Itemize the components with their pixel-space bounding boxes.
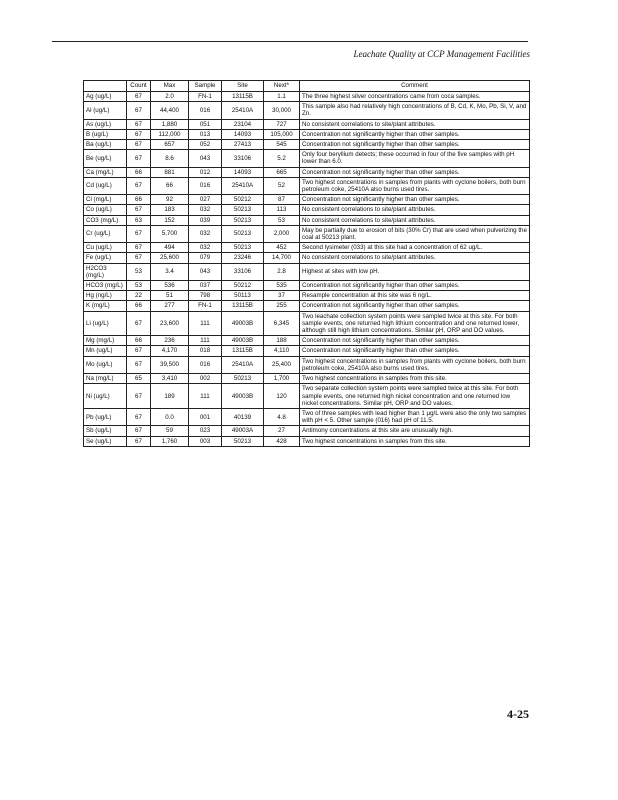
column-header: Count [127,81,151,92]
site-cell: 50213 [222,436,264,446]
site-cell: 13115B [222,301,264,311]
count-cell: 67 [127,243,151,253]
site-cell: 50213 [222,205,264,215]
table-row [84,291,530,301]
param-cell: Cr (ug/L) [84,225,127,242]
table-row [84,215,530,225]
max-cell: 2.0 [151,92,189,102]
next-cell: 428 [264,436,300,446]
sample-cell: 023 [189,426,222,436]
table-row [84,253,530,263]
comment-cell: This sample also had relatively high concentrations of B, Cd, K, Mo, Pb, Si, V, and Zn. [300,102,530,119]
next-cell: 113 [264,205,300,215]
max-cell: 0.0 [151,408,189,425]
next-cell: 120 [264,384,300,409]
sample-cell: 111 [189,311,222,336]
sample-cell: 111 [189,336,222,346]
sample-cell: 039 [189,215,222,225]
sample-cell: FN-1 [189,301,222,311]
site-cell: 27413 [222,140,264,150]
sample-cell: 111 [189,384,222,409]
sample-cell: 003 [189,436,222,446]
count-cell: 67 [127,119,151,129]
count-cell: 67 [127,384,151,409]
param-cell: Ca (mg/L) [84,167,127,177]
comment-cell: Concentration not significantly higher than other samples. [300,167,530,177]
count-cell: 67 [127,426,151,436]
param-cell: Co (ug/L) [84,205,127,215]
table-row [84,301,530,311]
table-row [84,374,530,384]
next-cell: 5.2 [264,150,300,167]
next-cell: 4.8 [264,408,300,425]
comment-cell: Two highest concentrations in samples from this site. [300,436,530,446]
count-cell: 63 [127,215,151,225]
param-cell: Mn (ug/L) [84,346,127,356]
comment-cell: Second lysimeter (033) at this site had a concentration of 62 ug/L. [300,243,530,253]
sample-cell: 043 [189,263,222,280]
sample-cell: 018 [189,346,222,356]
comment-cell: May be partially due to erosion of bits (30% Cr) that are used when pulverizing the coal at 50213 plant. [300,225,530,242]
comment-cell: Concentration not significantly higher than other samples. [300,301,530,311]
param-cell: HCO3 (mg/L) [84,281,127,291]
max-cell: 881 [151,167,189,177]
max-cell: 494 [151,243,189,253]
max-cell: 277 [151,301,189,311]
table-row [84,102,530,119]
table-row [84,129,530,139]
param-cell: Ni (ug/L) [84,384,127,409]
comment-cell: No consistent correlations to site/plant attributes. [300,119,530,129]
site-cell: 25410A [222,177,264,194]
comment-cell: Concentration not significantly higher than other samples. [300,336,530,346]
table-row [84,140,530,150]
comment-cell: Concentration not significantly higher than other samples. [300,195,530,205]
max-cell: 51 [151,291,189,301]
table-row [84,263,530,280]
column-header: Max [151,81,189,92]
site-cell: 50213 [222,374,264,384]
max-cell: 1,760 [151,436,189,446]
next-cell: 6,345 [264,311,300,336]
sample-cell: 013 [189,129,222,139]
table-row [84,167,530,177]
count-cell: 65 [127,374,151,384]
param-cell: Na (mg/L) [84,374,127,384]
site-cell: 49003B [222,311,264,336]
column-header: Comment [300,81,530,92]
next-cell: 727 [264,119,300,129]
count-cell: 67 [127,408,151,425]
sample-cell: 037 [189,281,222,291]
next-cell: 30,000 [264,102,300,119]
param-cell: As (ug/L) [84,119,127,129]
param-cell: K (mg/L) [84,301,127,311]
table-row [84,384,530,409]
comment-cell: Concentration not significantly higher than other samples. [300,140,530,150]
site-cell: 14093 [222,129,264,139]
sample-cell: 052 [189,140,222,150]
max-cell: 59 [151,426,189,436]
comment-cell: Two separate collection system points were sampled twice at this site. For both sample events, one returned high nickel concentration and one returned low nickel concentrations. Similar pH, ORP and DO values. [300,384,530,409]
next-cell: 452 [264,243,300,253]
param-cell: Ba (ug/L) [84,140,127,150]
table-row [84,336,530,346]
count-cell: 67 [127,92,151,102]
comment-cell: No consistent correlations to site/plant attributes. [300,205,530,215]
site-cell: 13115B [222,92,264,102]
site-cell: 13115B [222,346,264,356]
sample-cell: 012 [189,167,222,177]
leachate-table-container [83,80,529,447]
table-row [84,205,530,215]
page-number: 4-25 [507,707,529,721]
site-cell: 50213 [222,243,264,253]
sample-cell: 043 [189,150,222,167]
next-cell: 37 [264,291,300,301]
count-cell: 67 [127,177,151,194]
param-cell: Hg (ng/L) [84,291,127,301]
max-cell: 112,000 [151,129,189,139]
comment-cell: Antimony concentrations at this site are unusually high. [300,426,530,436]
site-cell: 49003B [222,384,264,409]
max-cell: 92 [151,195,189,205]
site-cell: 40139 [222,408,264,425]
site-cell: 50113 [222,291,264,301]
comment-cell: Two highest concentrations in samples from this site. [300,374,530,384]
param-cell: Mo (ug/L) [84,356,127,373]
next-cell: 545 [264,140,300,150]
comment-cell: Concentration not significantly higher than other samples. [300,129,530,139]
max-cell: 3.4 [151,263,189,280]
count-cell: 67 [127,129,151,139]
count-cell: 67 [127,150,151,167]
next-cell: 1,700 [264,374,300,384]
comment-cell: The three highest silver concentrations came from coca samples. [300,92,530,102]
sample-cell: 002 [189,374,222,384]
param-cell: Sb (ug/L) [84,426,127,436]
count-cell: 53 [127,281,151,291]
comment-cell: Concentration not significantly higher than other samples. [300,281,530,291]
sample-cell: 001 [189,408,222,425]
count-cell: 53 [127,263,151,280]
max-cell: 189 [151,384,189,409]
param-cell: B (ug/L) [84,129,127,139]
table-body [84,92,530,447]
sample-cell: 051 [189,119,222,129]
next-cell: 53 [264,215,300,225]
comment-cell: No consistent correlations to site/plant attributes. [300,215,530,225]
sample-cell: 027 [189,195,222,205]
comment-cell: Two leachate collection system points were sampled twice at this site. For both sample events, one returned high lithium concentration and one returned lower, although still high lithium concentrations. Similar pH, ORP and DO values. [300,311,530,336]
max-cell: 536 [151,281,189,291]
table-header-row [84,81,530,92]
param-cell: Cd (ug/L) [84,177,127,194]
count-cell: 67 [127,102,151,119]
table-row [84,243,530,253]
max-cell: 5,700 [151,225,189,242]
max-cell: 66 [151,177,189,194]
next-cell: 255 [264,301,300,311]
next-cell: 188 [264,336,300,346]
site-cell: 33106 [222,263,264,280]
next-cell: 14,700 [264,253,300,263]
site-cell: 23246 [222,253,264,263]
param-cell: Mg (mg/L) [84,336,127,346]
comment-cell: No consistent correlations to site/plant attributes. [300,253,530,263]
count-cell: 66 [127,195,151,205]
sample-cell: 079 [189,253,222,263]
max-cell: 39,500 [151,356,189,373]
page-header-title: Leachate Quality at CCP Management Facilities [353,49,530,59]
comment-cell: Resample concentration at this site was 6 ng/L. [300,291,530,301]
sample-cell: 016 [189,356,222,373]
param-cell: Li (ug/L) [84,311,127,336]
table-row [84,225,530,242]
column-header: Site [222,81,264,92]
count-cell: 66 [127,301,151,311]
table-row [84,92,530,102]
next-cell: 535 [264,281,300,291]
count-cell: 67 [127,346,151,356]
max-cell: 183 [151,205,189,215]
param-cell: Al (ug/L) [84,102,127,119]
next-cell: 2.8 [264,263,300,280]
column-header: Next* [264,81,300,92]
site-cell: 50213 [222,215,264,225]
table-row [84,426,530,436]
next-cell: 105,000 [264,129,300,139]
site-cell: 25410A [222,102,264,119]
count-cell: 67 [127,356,151,373]
sample-cell: 016 [189,177,222,194]
next-cell: 27 [264,426,300,436]
count-cell: 67 [127,253,151,263]
max-cell: 1,880 [151,119,189,129]
site-cell: 14093 [222,167,264,177]
max-cell: 4,170 [151,346,189,356]
sample-cell: 032 [189,205,222,215]
sample-cell: 032 [189,243,222,253]
count-cell: 67 [127,225,151,242]
max-cell: 236 [151,336,189,346]
param-cell: Ag (ug/L) [84,92,127,102]
table-row [84,346,530,356]
comment-cell: Highest at sites with low pH. [300,263,530,280]
count-cell: 67 [127,140,151,150]
max-cell: 25,600 [151,253,189,263]
site-cell: 25410A [222,356,264,373]
param-cell: Cu (ug/L) [84,243,127,253]
param-cell: Pb (ug/L) [84,408,127,425]
table-row [84,408,530,425]
comment-cell: Two of three samples with lead higher than 1 µg/L were also the only two samples with pH < 5. Other sample (016) had pH of 11.5. [300,408,530,425]
param-cell: Cl (mg/L) [84,195,127,205]
max-cell: 23,600 [151,311,189,336]
next-cell: 665 [264,167,300,177]
comment-cell: Concentration not significantly higher than other samples. [300,346,530,356]
next-cell: 52 [264,177,300,194]
param-cell: CO3 (mg/L) [84,215,127,225]
site-cell: 50212 [222,195,264,205]
header-rule [52,41,528,42]
site-cell: 49003B [222,336,264,346]
param-cell: Be (ug/L) [84,150,127,167]
column-header: Sample [189,81,222,92]
count-cell: 67 [127,205,151,215]
count-cell: 67 [127,436,151,446]
site-cell: 49003A [222,426,264,436]
site-cell: 50213 [222,225,264,242]
max-cell: 44,400 [151,102,189,119]
sample-cell: 016 [189,102,222,119]
count-cell: 22 [127,291,151,301]
max-cell: 657 [151,140,189,150]
count-cell: 67 [127,311,151,336]
comment-cell: Two highest concentrations in samples from plants with cyclone boilers, both burn petroleum coke, 25410A also burns used tires. [300,177,530,194]
leachate-table [83,80,530,447]
column-header [84,81,127,92]
next-cell: 2,000 [264,225,300,242]
count-cell: 66 [127,167,151,177]
sample-cell: 798 [189,291,222,301]
param-cell: Se (ug/L) [84,436,127,446]
sample-cell: FN-1 [189,92,222,102]
table-row [84,311,530,336]
comment-cell: Only four beryllium detects; these occurred in four of the five samples with pH lower than 6.0. [300,150,530,167]
max-cell: 152 [151,215,189,225]
table-row [84,436,530,446]
next-cell: 87 [264,195,300,205]
table-row [84,195,530,205]
comment-cell: Two highest concentrations in samples from plants with cyclone boilers, both burn petroleum coke, 25410A also burns used tires. [300,356,530,373]
site-cell: 33106 [222,150,264,167]
param-cell: Fe (ug/L) [84,253,127,263]
next-cell: 4,110 [264,346,300,356]
table-row [84,177,530,194]
site-cell: 23104 [222,119,264,129]
sample-cell: 032 [189,225,222,242]
site-cell: 50212 [222,281,264,291]
max-cell: 3,410 [151,374,189,384]
next-cell: 1.1 [264,92,300,102]
table-row [84,150,530,167]
max-cell: 8.6 [151,150,189,167]
next-cell: 25,400 [264,356,300,373]
table-row [84,119,530,129]
count-cell: 66 [127,336,151,346]
table-row [84,281,530,291]
param-cell: H2CO3 (mg/L) [84,263,127,280]
table-row [84,356,530,373]
